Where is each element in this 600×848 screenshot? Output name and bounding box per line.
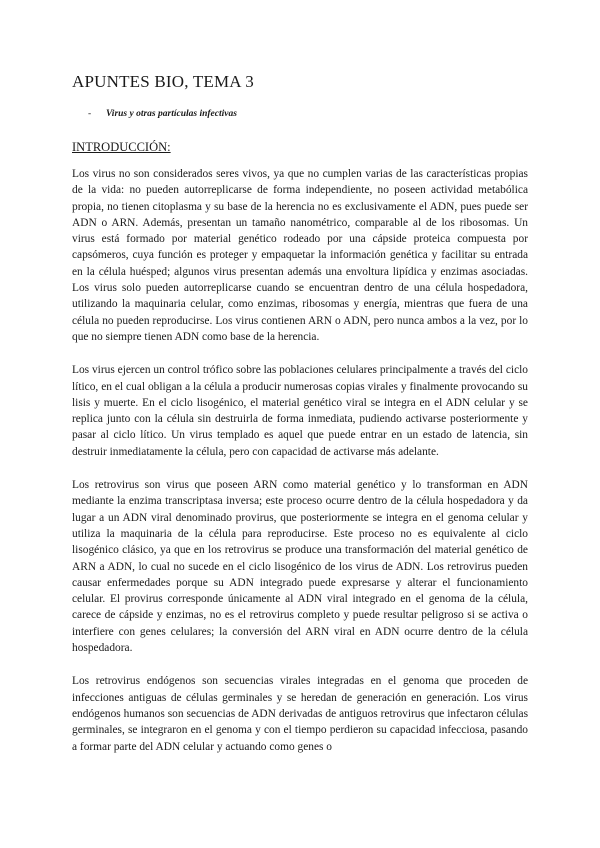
subtitle-bullet-item <box>88 109 237 119</box>
section-heading-introduccion: INTRODUCCIÓN: <box>72 140 171 154</box>
body-text <box>72 166 528 772</box>
paragraph-1: Los virus no son considerados seres vivos, ya que no cumplen varias de las características propias de la vida: no pueden autorreplicarse de forma independiente, no poseen actividad metabólica propia, no tienen citoplasma y su base de la herencia no es exclusivamente el ADN, pues puede ser ADN o ARN. Además, presentan un tamaño nanométrico, comparable al de los ribosomas. Un virus está formado por material genético rodeado por una cápside proteica compuesta por capsómeros, cuya función es proteger y empaquetar la información genética y facilitar su entrada en la célula huésped; algunos virus presentan además una envoltura lipídica y enzimas asociadas. Los virus solo pueden autorreplicarse cuando se encuentran dentro de una célula hospedadora, utilizando la maquinaria celular, como enzimas, ribosomas y energía, mientras que fuera de una célula no pueden reproducirse. Los virus contienen ARN o ADN, pero nunca ambos a la vez, por lo que no siempre tienen ADN como base de la herencia. <box>72 168 528 343</box>
paragraph-4: Los retrovirus endógenos son secuencias virales integradas en el genoma que proceden de infecciones antiguas de células germinales y se heredan de generación en generación. Los virus endógenos humanos son secuencias de ADN derivadas de antiguos retrovirus que infectaron células germinales, se integraron en el genoma y con el tiempo perdieron su capacidad infecciosa, pasando a formar parte del ADN celular y actuando como genes o <box>72 675 528 753</box>
bullet-dash: - <box>88 109 92 119</box>
subtitle-text: Virus y otras partículas infectivas <box>106 109 237 119</box>
document-title: APUNTES BIO, TEMA 3 <box>72 72 255 91</box>
paragraph-2: Los virus ejercen un control trófico sobre las poblaciones celulares principalmente a través del ciclo lítico, en el cual obligan a la célula a producir numerosas copias virales y finalmente provocando su lisis y muerte. En el ciclo lisogénico, el material genético viral se integra en el ADN celular y se replica junto con la célula sin destruirla de forma inmediata, pudiendo activarse posteriormente y pasar al ciclo lítico. Un virus templado es aquel que puede entrar en un estado de latencia, sin destruir inmediatamente la célula, pero con capacidad de activarse más adelante. <box>72 364 528 458</box>
paragraph-3: Los retrovirus son virus que poseen ARN como material genético y lo transforman en ADN mediante la enzima transcriptasa inversa; este proceso ocurre dentro de la célula hospedadora y da lugar a un ADN viral denominado provirus, que posteriormente se integra en el genoma celular y utiliza la maquinaria de la célula para reproducirse. Este proceso no es equivalente al ciclo lisogénico clásico, ya que en los retrovirus se produce una transformación del material genético de ARN a ADN, lo cual no sucede en el ciclo lisogénico de los virus de ADN. Los retrovirus pueden causar enfermedades porque su ADN integrado puede expresarse y alterar el funcionamiento celular. El provirus corresponde únicamente al ADN viral integrado en el genoma de la célula, carece de cápside y enzimas, no es el retrovirus completo y puede resultar peligroso si se activa o interfiere con genes celulares; la conversión del ARN viral en ADN ocurre dentro de la célula hospedadora. <box>72 479 528 655</box>
